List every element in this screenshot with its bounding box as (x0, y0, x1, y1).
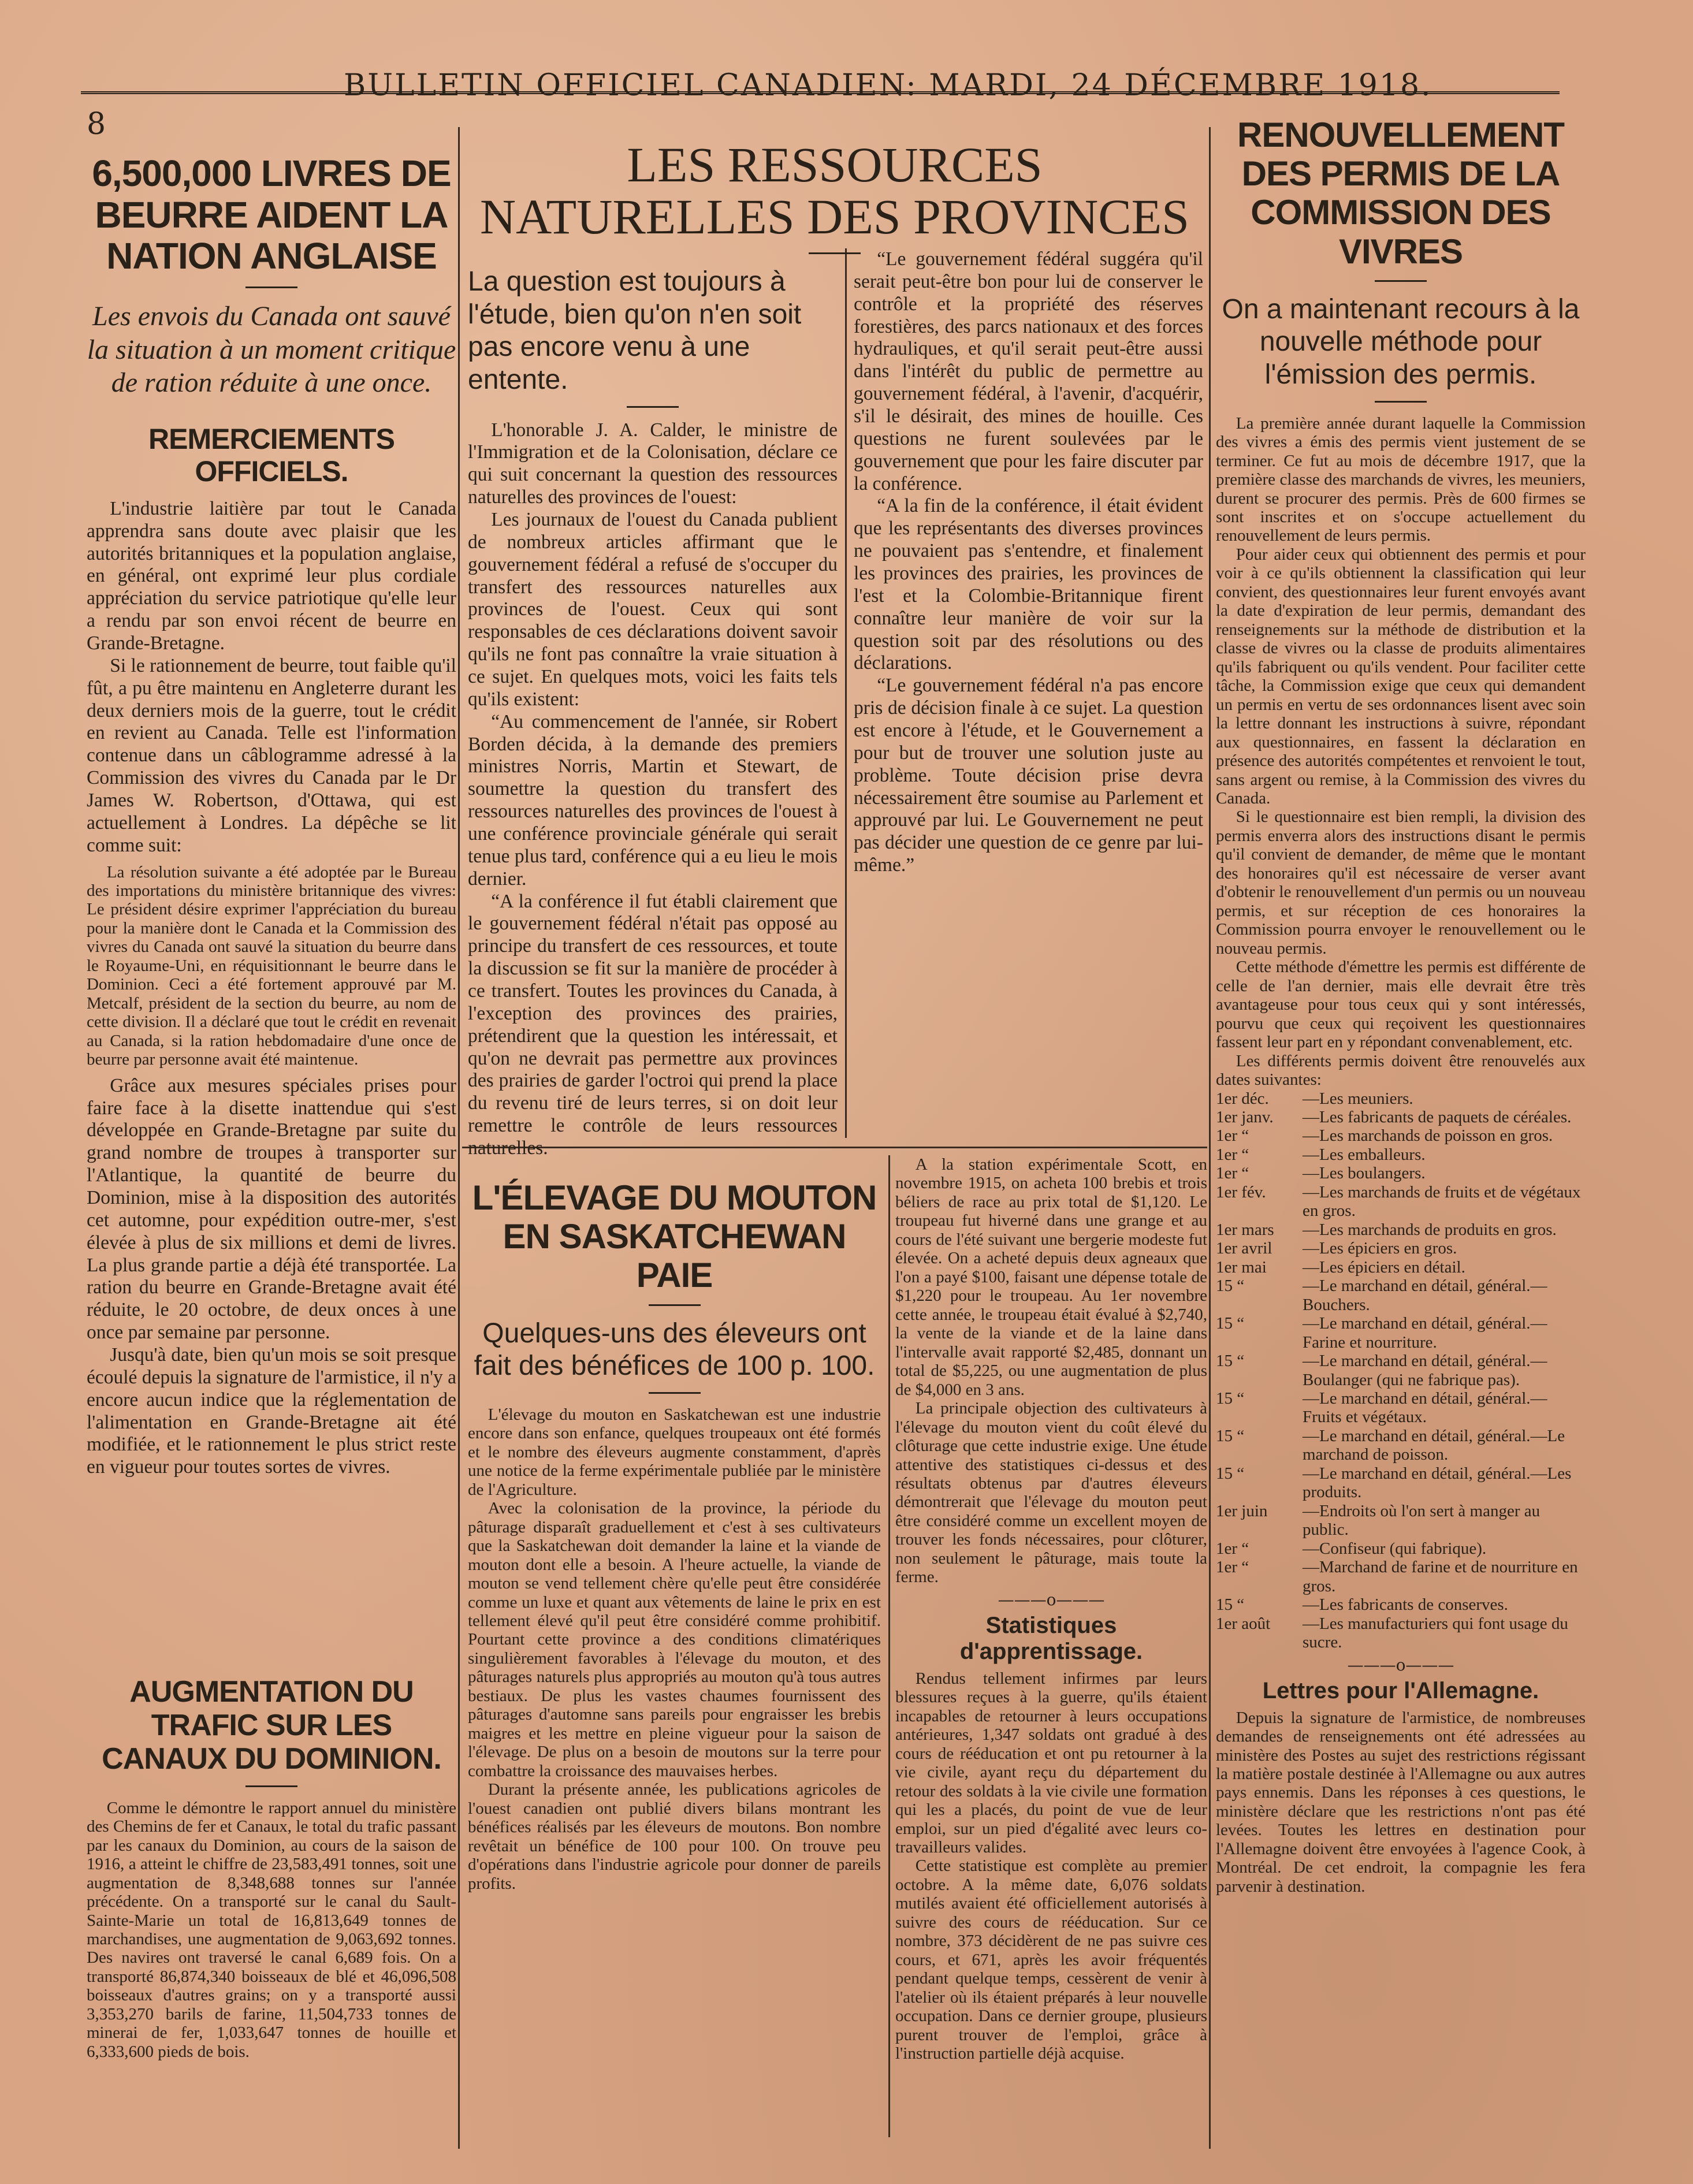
paragraph: Durant la présente année, les publications agricoles de l'ouest canadien ont publié divers bilans montrant les bénéfices réalisés par les éleveurs de moutons. Bon nombre revêtait un bénéfice de 100 pour 100. On trouve peu d'opérations dans l'industrie agricole pour donner de pareils profits. (468, 1780, 881, 1893)
paragraph: “Le gouvernement fédéral suggéra qu'il serait peut-être bon pour lui de conserver le contrôle et la propriété des réserves forestières, des parcs nationaux et des forces hydrauliques, et qu'il serait peut-être aussi dans l'intérêt du public de permettre au gouvernement fédéral, à l'avenir, d'acquérir, s'il le désirait, des mines de houille. Ces questions ne furent soulevées par le gouvernement que pour les faire discuter par la conférence. (854, 248, 1203, 494)
permit-date: 15 “ (1216, 1464, 1245, 1483)
article-natural-resources (465, 139, 1204, 266)
permit-row (1216, 1314, 1586, 1352)
paragraph: Avec la colonisation de la province, la période du pâturage disparaît graduellement et c'est à ses cultivateurs que la Saskatchewan doit demander la laine et la viande de mouton dont elle a besoin. A l'heure actuelle, la viande de mouton se vend tellement chère qu'elle peut être considérée comme un luxe et quant aux vêtements de laine le prix en est tellement élevé qu'il peut être considéré comme prohibitif. Pourtant cette province a des conditions climatériques singulièrement favorables à l'élevage du mouton, et des pâturages naturels plus appropriés au mouton qu'à tous autres bestiaux. De plus les vastes chaumes fournissent des pâturages d'automne sans pareils pour engraisser les brebis maigres et les mettre en pleine vigueur pour la saison de l'élevage. De plus on a besoin de moutons sur la terre pour combattre la croissance des mauvaises herbes. (468, 1499, 881, 1780)
paragraph: A la station expérimentale Scott, en novembre 1915, on acheta 100 brebis et trois béliers de race au prix total de $1,120. Le troupeau fut hiverné dans une grange et au cours de l'été suivant une bergerie modeste fut élevée. On a acheté depuis deux agneaux que l'on a payé $100, faisant une dépense totale de $1,220 pour le troupeau. Au 1er novembre cette année, le troupeau était évalué à $2,740, la vente de la viande et de la laine dans l'intervalle avait rapporté $2,485, donnant un total de $5,225, ou une augmentation de plus de $4,000 en 3 ans. (895, 1155, 1207, 1399)
permit-category: —Les marchands de poisson en gros. (1303, 1126, 1553, 1145)
paragraph: La première année durant laquelle la Commission des vivres a émis des permis vient justement de se terminer. Ce fut au mois de décembre 1917, que la première classe des marchands de vivres, les meuniers, durent se procurer des permis. Près de 600 firmes se sont inscrites et on s'occupe actuellement du renouvellement de leurs permis. (1216, 414, 1586, 545)
permit-row (1216, 1108, 1586, 1126)
permit-category: —Le marchand en détail, général.—Farine et nourriture. (1303, 1314, 1547, 1352)
article-butter (87, 153, 456, 1479)
permit-renewal-list (1216, 1089, 1586, 1652)
article-body (854, 248, 1203, 877)
permit-date: 1er “ (1216, 1145, 1249, 1164)
permit-category: —Confiseur (qui fabrique). (1303, 1539, 1487, 1558)
permit-category: —Les boulangers. (1303, 1164, 1426, 1183)
permit-row (1216, 1558, 1586, 1595)
paragraph: L'élevage du mouton en Saskatchewan est une industrie encore dans son enfance, quelques troupeaux ont été formés et le nombre des éleveurs augmente constamment, d'après une notice de la ferme expérimentale publiée par le ministère de l'Agriculture. (468, 1405, 881, 1499)
permit-date: 1er mai (1216, 1257, 1267, 1277)
permit-row (1216, 1126, 1586, 1145)
article-body (895, 1669, 1207, 2063)
article-headline: RENOUVELLEMENT DES PERMIS DE LA COMMISSION DES VIVRES (1237, 116, 1565, 271)
article-subhead: Statistiques d'apprentissage. (959, 1612, 1143, 1664)
permit-row (1216, 1427, 1586, 1464)
paragraph: Cette méthode d'émettre les permis est différente de celle de l'an dernier, mais elle devrait être très avantageuse pour tous ceux qui y sont intéressés, pourvu que ceux qui reçoivent les questionnaires fassent leur part en y répondant convenablement, etc. (1216, 958, 1586, 1052)
permit-date: 1er avril (1216, 1239, 1272, 1258)
paragraph: Si le rationnement de beurre, tout faible qu'il fût, a pu être maintenu en Angleterre durant les deux derniers mois de la guerre, tout le crédit en revient au Canada. Telle est l'information contenue dans un câblogramme adressé à la Commission des vivres du Canada par le Dr James W. Robertson, d'Ottawa, qui est actuellement à Londres. La dépêche se lit comme suit: (87, 654, 456, 856)
permit-date: 1er août (1216, 1614, 1271, 1633)
permit-category: —Les fabricants de paquets de céréales. (1303, 1107, 1572, 1126)
permit-row (1216, 1221, 1586, 1239)
paragraph: Grâce aux mesures spéciales prises pour faire face à la disette inattendue qui s'est développée en Grande-Bretagne par suite du grand nombre de troupes à transporter sur l'Atlantique, la quantité de beurre du Dominion, mise à la disposition des autorités cet automne, pour expédition outre-mer, s'est élevée à plus de six millions et demi de livres. La plus grande partie a déjà été transportée. La ration du beurre en Grande-Bretagne avait été réduite, le 20 octobre, de deux onces à une once par semaine par personne. (87, 1074, 456, 1344)
paragraph: Les différents permis doivent être renouvelés aux dates suivantes: (1216, 1051, 1586, 1089)
article-headline: LES RESSOURCES NATURELLES DES PROVINCES (480, 137, 1189, 245)
permit-row (1216, 1258, 1586, 1277)
resources-column-left (468, 266, 838, 1160)
permit-category: —Les meuniers. (1303, 1089, 1413, 1108)
article-body (1216, 414, 1586, 1089)
permit-category: —Endroits où l'on sert à manger au public. (1303, 1501, 1541, 1539)
article-body (895, 1155, 1207, 1587)
paragraph: Comme le démontre le rapport annuel du ministère des Chemins de fer et Canaux, le total du trafic passant par les canaux du Dominion, au cours de la saison de 1916, a atteint le chiffre de 23,583,491 tonnes, soit une augmentation de 8,348,688 tonnes sur l'année précédente. On a transporté sur le canal du Sault-Sainte-Marie un total de 16,813,649 tonnes de marchandises, une augmentation de 9,063,692 tonnes. Des navires ont traversé le canal 6,689 fois. On a transporté 86,874,340 boisseaux de blé et 46,096,508 boisseaux d'autres grains; on y a transporté aussi 3,353,270 barils de farine, 11,504,733 tonnes de minerai de fer, 1,033,647 tonnes de houille et 6,333,600 pieds de bois. (87, 1798, 456, 2061)
separator (245, 287, 297, 288)
running-head: BULLETIN OFFICIEL CANADIEN: MARDI, 24 DÉCEMBRE 1918. (344, 68, 1432, 103)
paragraph: “A la conférence il fut établi clairement que le gouvernement fédéral n'était pas opposé au principe du transfert de ces ressources, et toute la discussion se fit sur la manière de procéder à ce transfert. Toutes les provinces du Canada, à l'exception des provinces des prairies, prétendirent que la question les intéressait, et qu'on ne devrait pas permettre aux provinces des prairies de garder l'octroi qui prend la place du revenu tiré de leurs terres, si on doit leur remettre le contrôle de leurs ressources naturelles. (468, 890, 838, 1159)
permit-category: —Les marchands de fruits et de végétaux en gros. (1303, 1182, 1581, 1221)
article-body (468, 419, 838, 1160)
permit-date: 15 “ (1216, 1314, 1245, 1333)
paragraph: Les journaux de l'ouest du Canada publient de nombreux articles affirmant que le gouvernement fédéral a refusé de s'occuper du transfert des ressources naturelles aux provinces de l'ouest. Ceux qui sont responsables de ces déclarations doivent savoir qu'ils ne font pas connaître la vraie situation à ce sujet. En quelques mots, voici les faits tels qu'ils existent: (468, 508, 838, 710)
article-body (87, 498, 456, 1479)
article-body (1216, 1709, 1586, 1896)
resources-column-right (854, 248, 1203, 877)
masthead-rule (81, 91, 1560, 94)
paragraph: L'honorable J. A. Calder, le ministre de l'Immigration et de la Colonisation, déclare ce qui suit concernant la question des ressources naturelles des provinces de l'ouest: (468, 419, 838, 508)
permit-row (1216, 1502, 1586, 1539)
permit-row (1216, 1089, 1586, 1108)
sheep-continued (895, 1155, 1207, 2063)
permit-category: —Les marchands de produits en gros. (1303, 1220, 1557, 1239)
article-permits (1216, 116, 1586, 1896)
permit-category: —Le marchand en détail, général.—Le marchand de poisson. (1303, 1426, 1565, 1464)
permit-date: 1er juin (1216, 1501, 1268, 1520)
permit-row (1216, 1464, 1586, 1502)
paragraph: L'industrie laitière par tout le Canada apprendra sans doute avec plaisir que les autorités britanniques et la population anglaise, en général, ont exprimé leur plus cordiale appréciation du service patriotique qu'elle leur a rendu par son envoi récent de beurre en Grande-Bretagne. (87, 497, 456, 654)
paragraph: Pour aider ceux qui obtiennent des permis et pour voir à ce qu'ils obtiennent la classification qui leur convient, des questionnaires leur furent envoyés avant la date d'expiration de leur permis, demandant des renseignements sur la méthode de distribution et la classe de vivres ou la classe de produits alimentaires qu'ils fabriquent ou qu'ils vendent. Pour faciliter cette tâche, la Commission exige que ceux qui demandent un permis en vertu de ses ordonnances lisent avec soin la lettre donnant les instructions à suivre, répondant aux questionnaires, en fassent la déclaration en présence des autorités compétentes et renvoient le tout, sans argent ou remise, à la Commission des vivres du Canada. (1216, 545, 1586, 808)
permit-row (1216, 1183, 1586, 1221)
permit-category: —Les fabricants de conserves. (1303, 1595, 1508, 1614)
paragraph: “Au commencement de l'année, sir Robert Borden décida, à la demande des premiers ministres Norris, Martin et Stewart, de soumettre la question du transfert des ressources naturelles des provinces de l'ouest à une conférence provinciale générale qui serait tenue plus tard, conférence qui a eu lieu le mois dernier. (468, 710, 838, 890)
permit-category: —Les épiciers en gros. (1303, 1239, 1457, 1258)
separator (1375, 401, 1427, 403)
permit-date: 1er “ (1216, 1164, 1249, 1183)
paragraph: Si le questionnaire est bien rempli, la division des permis enverra alors des instructions disant le permis qu'il convient de demander, de même que le montant des honoraires qu'il est nécessaire de verser avant d'obtenir le renouvellement d'un permis ou un nouveau permis, et sur réception de ces honoraires la Commission pourra envoyer le renouvellement ou le nouveau permis. (1216, 808, 1586, 958)
permit-date: 15 “ (1216, 1277, 1245, 1296)
permit-date: 15 “ (1216, 1595, 1245, 1614)
separator (627, 406, 679, 408)
article-headline: 6,500,000 LIVRES DE BEURRE AIDENT LA NATION ANGLAISE (92, 152, 451, 277)
separator (649, 1304, 701, 1306)
article-sheep (468, 1178, 881, 1893)
permit-category: —Le marchand en détail, général.—Fruits et végétaux. (1303, 1389, 1547, 1427)
article-body (468, 1405, 881, 1893)
permit-row (1216, 1389, 1586, 1427)
article-body (87, 1799, 456, 2062)
permit-category: —Le marchand en détail, général.—Bouchers. (1303, 1277, 1547, 1314)
paragraph: La principale objection des cultivateurs à l'élevage du mouton vient du coût élevé du clôturage que cette industrie exige. Une étude attentive des statistiques ci-dessus et des résultats obtenus par d'autres éleveurs démontrerait que l'élevage du mouton peut être considéré comme un excellent moyen de trouver les fonds nécessaires, pour clôturer, non seulement le pâturage, mais toute la ferme. (895, 1399, 1207, 1587)
permit-date: 15 “ (1216, 1426, 1245, 1445)
separator (649, 1392, 701, 1394)
article-headline: AUGMENTATION DU TRAFIC SUR LES CANAUX DU DOMINION. (102, 1675, 441, 1776)
permit-row (1216, 1145, 1586, 1164)
permit-row (1216, 1539, 1586, 1558)
article-headline: L'ÉLEVAGE DU MOUTON EN SASKATCHEWAN PAIE (472, 1178, 877, 1295)
paragraph: Jusqu'à date, bien qu'un mois se soit presque écoulé depuis la signature de l'armistice, il n'y a encore aucun indice que la réglementation de l'alimentation en Grande-Bretagne ait été modifiée, et le rationnement le plus strict reste en vigueur pour toutes sortes de vivres. (87, 1344, 456, 1478)
permit-category: —Les épiciers en détail. (1303, 1257, 1465, 1277)
paragraph: Rendus tellement infirmes par leurs blessures reçues à la guerre, qu'ils étaient incapables de retourner à leurs occupations antérieures, 1,347 soldats ont gradué à des cours de rééducation et ont pu retourner à la vie civile, ayant reçu du département du retour des soldats à la vie civile une formation qui les a placés, du point de vue de leur emploi, sur un pied d'égalité avec leurs co-travailleurs valides. (895, 1669, 1207, 1856)
column-rule-2-bottom (888, 1155, 890, 2137)
page-number: 8 (87, 107, 106, 142)
column-rule-3 (1209, 127, 1211, 2149)
permit-date: 15 “ (1216, 1389, 1245, 1408)
column-rule-1 (458, 127, 460, 2149)
permit-row (1216, 1164, 1586, 1182)
paragraph: “A la fin de la conférence, il était évident que les représentants des diverses provinces ne pouvaient pas s'entendre, et finalement les provinces des prairies, les provinces de l'est et la Colombie-Britannique firent connaître leur manière de voir sur la question soit par des résolutions ou des déclarations. (854, 495, 1203, 674)
separator (245, 1785, 297, 1787)
section-ornament: ———o——— (1347, 1655, 1454, 1675)
separator (1375, 280, 1427, 282)
permit-category: —Les manufacturiers qui font usage du sucre. (1303, 1614, 1568, 1652)
article-canals (87, 1675, 456, 2061)
permit-date: 1er “ (1216, 1558, 1249, 1577)
permit-category: —Le marchand en détail, général.—Boulanger (qui ne fabrique pas). (1303, 1352, 1547, 1389)
permit-date: 1er fév. (1216, 1182, 1266, 1201)
article-subhead: REMERCIEMENTS OFFICIELS. (148, 422, 395, 488)
permit-row (1216, 1595, 1586, 1614)
article-deck: Les envois du Canada ont sauvé la situation à un moment critique de ration réduite à une once. (87, 301, 456, 399)
paragraph: “Le gouvernement fédéral n'a pas encore pris de décision finale à ce sujet. La question est encore à l'étude, et le Gouvernement a pour but de trouver une solution juste au problème. Toute décision prise devra nécessairement être soumise au Parlement et approuvé par lui. Le Gouvernement ne peut pas décider une question de ce genre par lui-même.” (854, 675, 1203, 876)
permit-category: —Marchand de farine et de nourriture en gros. (1303, 1558, 1578, 1595)
permit-row (1216, 1352, 1586, 1389)
permit-date: 15 “ (1216, 1352, 1245, 1371)
paragraph: Depuis la signature de l'armistice, de nombreuses demandes de renseignements ont été adressées au ministère des Postes au sujet des restrictions régissant la matière postale destinée à l'Allemagne ou aux autres pays ennemis. Dans les réponses à ces questions, le ministère déclare que les restrictions n'ont pas été levées. Toutes les lettres en destination pour l'Allemagne doivent être envoyées à l'agence Cook, à Montréal. De cet endroit, la compagnie les fera parvenir à destination. (1216, 1708, 1586, 1896)
permit-category: —Le marchand en détail, général.—Les produits. (1303, 1464, 1572, 1502)
permit-date: 1er déc. (1216, 1089, 1269, 1108)
quoted-resolution: La résolution suivante a été adoptée par le Bureau des importations du ministère britannique des vivres: Le président désire exprimer l'appréciation du bureau pour la manière dont le Canada et la Commission des vivres du Canada ont sauvé la situation du beurre dans le Royaume-Uni, en réquisitionnant le beurre dans le Dominion. Ceci a été fortement approuvé par M. Metcalf, président de la section du beurre, au nom de cette division. Il a déclaré que tout le crédit en revenait au Canada, si la ration hebdomadaire d'une once de beurre par personne avait été maintenue. (87, 862, 456, 1069)
permit-row (1216, 1277, 1586, 1314)
paragraph: Cette statistique est complète au premier octobre. A la même date, 6,076 soldats mutilés avaient été officiellement autorisés à suivre des cours de rééducation. Sur ce nombre, 373 décidèrent de ne pas suivre ces cours, et 671, après les avoir fréquentés pendant quelque temps, cessèrent de venir à l'atelier où ils étaient préparés à leur nouvelle occupation. Dans ce dernier groupe, plusieurs purent trouver de l'emploi, grâce à l'instruction partielle déjà acquise. (895, 1856, 1207, 2063)
article-deck: La question est toujours à l'étude, bien qu'on n'en soit pas encore venu à une entente. (468, 266, 802, 395)
permit-date: 1er mars (1216, 1220, 1274, 1239)
permit-category: —Les emballeurs. (1303, 1145, 1426, 1164)
permit-date: 1er janv. (1216, 1107, 1274, 1126)
permit-date: 1er “ (1216, 1126, 1249, 1145)
article-subhead: Lettres pour l'Allemagne. (1262, 1677, 1539, 1703)
permit-row (1216, 1614, 1586, 1652)
permit-row (1216, 1239, 1586, 1257)
separator (809, 252, 861, 254)
article-deck: On a maintenant recours à la nouvelle méthode pour l'émission des permis. (1222, 293, 1580, 390)
column-rule-2-top (845, 248, 847, 1138)
section-ornament: ———o——— (998, 1590, 1105, 1609)
article-deck: Quelques-uns des éleveurs ont fait des bénéfices de 100 p. 100. (474, 1318, 875, 1382)
permit-date: 1er “ (1216, 1539, 1249, 1558)
